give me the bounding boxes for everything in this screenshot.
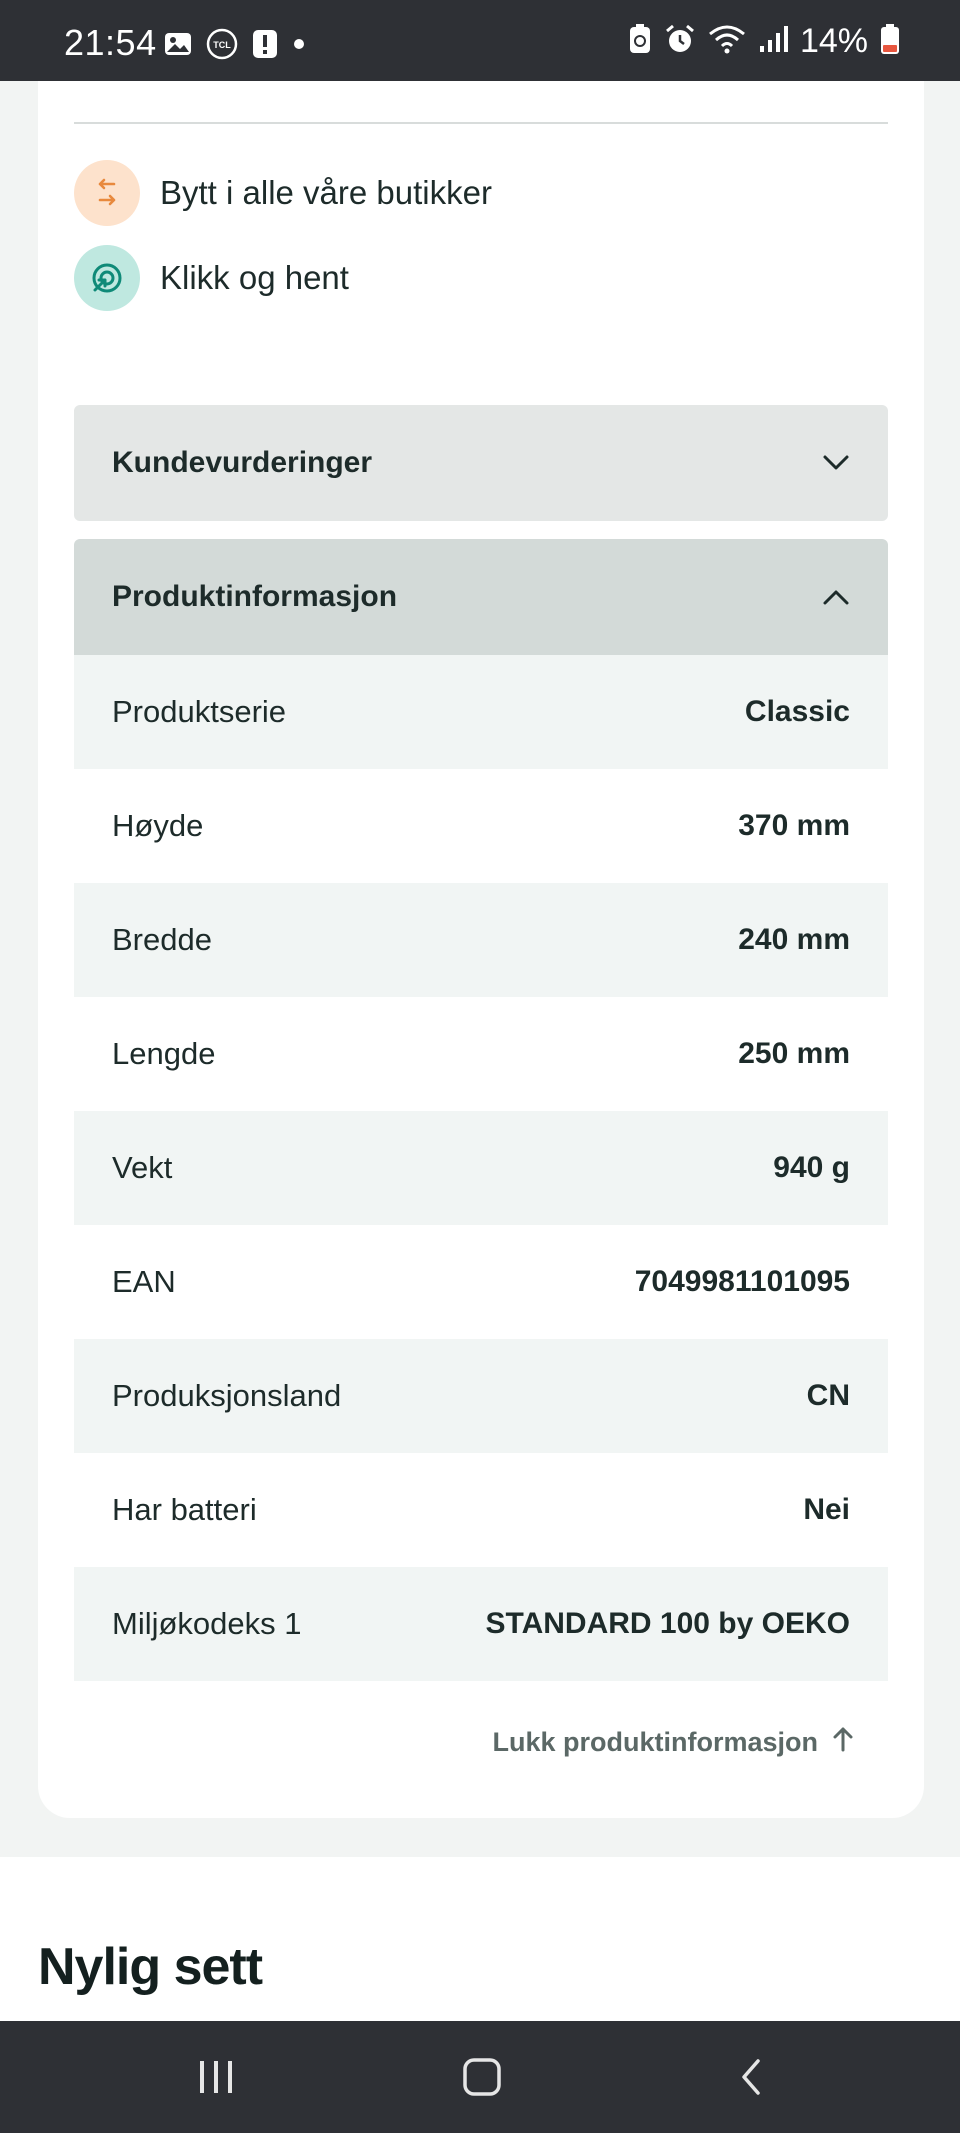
table-row bbox=[74, 1453, 888, 1567]
spec-value: Classic bbox=[744, 695, 850, 728]
spec-key: Lengde bbox=[112, 1036, 216, 1071]
feature-exchange bbox=[74, 160, 492, 226]
arrow-up-icon bbox=[832, 1726, 854, 1759]
spec-key: Bredde bbox=[112, 922, 212, 957]
back-icon[interactable] bbox=[736, 2057, 766, 2102]
feature-label: Bytt i alle våre butikker bbox=[160, 174, 492, 211]
battery-saver-icon bbox=[628, 23, 652, 60]
table-row bbox=[74, 997, 888, 1111]
navigation-bar bbox=[0, 2021, 960, 2133]
table-row bbox=[74, 769, 888, 883]
accordion-product-info[interactable] bbox=[74, 539, 888, 655]
alarm-icon bbox=[664, 23, 696, 60]
spec-key: Produksjonsland bbox=[112, 1378, 342, 1413]
spec-value: STANDARD 100 by OEKO bbox=[485, 1607, 850, 1640]
accordion-reviews[interactable] bbox=[74, 405, 888, 521]
spec-key: Produktserie bbox=[112, 694, 287, 729]
table-row bbox=[74, 1567, 888, 1681]
spec-key: EAN bbox=[112, 1264, 176, 1299]
wifi-icon bbox=[708, 24, 746, 59]
spec-value: 370 mm bbox=[738, 809, 850, 842]
svg-text:TCL: TCL bbox=[213, 40, 231, 50]
spec-value: 250 mm bbox=[738, 1037, 850, 1070]
spec-value: 7049981101095 bbox=[634, 1265, 850, 1298]
click-collect-icon bbox=[74, 245, 140, 311]
battery-percent: 14% bbox=[799, 22, 868, 60]
table-row bbox=[74, 1339, 888, 1453]
recently-viewed-section bbox=[0, 1857, 960, 2021]
table-row bbox=[74, 1111, 888, 1225]
exchange-icon bbox=[74, 160, 140, 226]
table-row bbox=[74, 1225, 888, 1339]
spec-value: CN bbox=[806, 1379, 850, 1412]
close-product-info-label: Lukk produktinformasjon bbox=[492, 1727, 818, 1757]
spec-key: Høyde bbox=[112, 808, 204, 843]
battery-icon bbox=[880, 23, 900, 60]
divider bbox=[74, 122, 888, 124]
section-title: Nylig sett bbox=[38, 1938, 263, 1996]
image-icon bbox=[164, 30, 192, 63]
table-row bbox=[74, 883, 888, 997]
table-row bbox=[74, 655, 888, 769]
spec-value: 940 g bbox=[773, 1151, 850, 1184]
chevron-down-icon bbox=[822, 446, 850, 480]
spec-key: Har batteri bbox=[112, 1492, 257, 1527]
accordion-product-info-label: Produktinformasjon bbox=[112, 580, 398, 613]
feature-label: Klikk og hent bbox=[160, 259, 349, 296]
close-product-info-link[interactable] bbox=[492, 1726, 854, 1759]
spec-key: Miljøkodeks 1 bbox=[112, 1606, 302, 1641]
recent-apps-icon[interactable] bbox=[196, 2057, 236, 2102]
spec-value: 240 mm bbox=[738, 923, 850, 956]
feature-click-collect bbox=[74, 245, 349, 311]
status-bar bbox=[0, 0, 960, 81]
signal-icon bbox=[758, 24, 788, 59]
status-time: 21:54 bbox=[64, 22, 157, 63]
tcl-icon bbox=[206, 28, 238, 65]
product-detail-card bbox=[38, 81, 924, 1818]
spec-value: Nei bbox=[803, 1493, 850, 1526]
home-icon[interactable] bbox=[462, 2057, 502, 2102]
accordion-reviews-label: Kundevurderinger bbox=[112, 446, 373, 479]
dot-icon bbox=[292, 37, 306, 56]
product-info-table bbox=[74, 655, 888, 1681]
spec-key: Vekt bbox=[112, 1150, 173, 1185]
chevron-up-icon bbox=[822, 580, 850, 614]
alert-icon bbox=[252, 29, 278, 64]
